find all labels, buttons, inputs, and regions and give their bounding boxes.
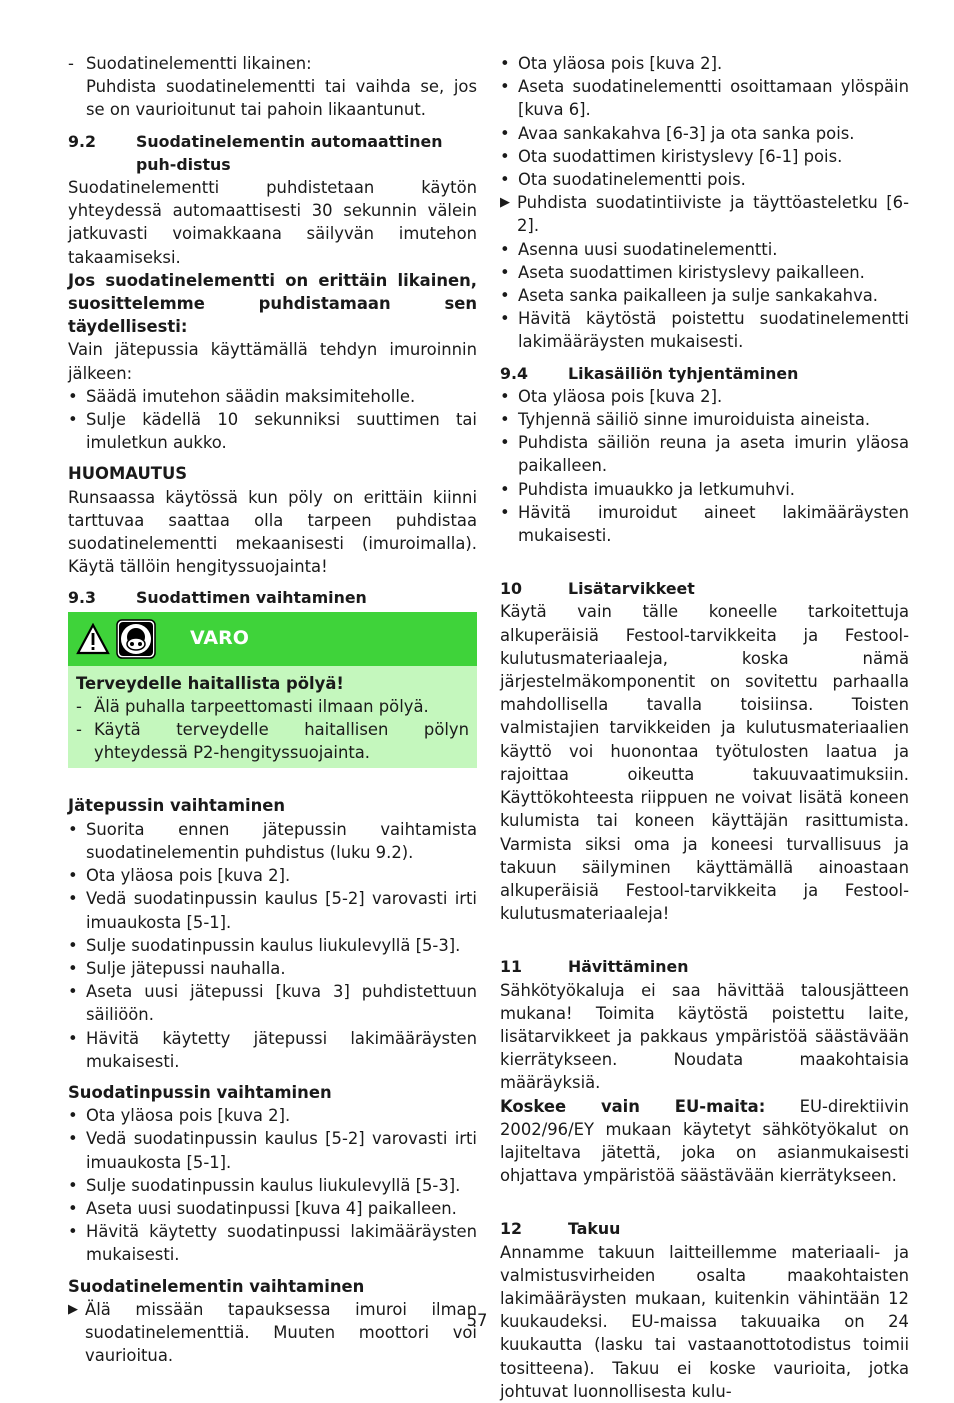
note-title: HUOMAUTUS (68, 464, 188, 484)
list-item (68, 818, 477, 864)
list-item (500, 75, 909, 121)
bullet-list (68, 1104, 477, 1266)
bullet-list (68, 385, 477, 455)
bullet-marker: • (500, 433, 510, 453)
bullet-marker: • (68, 410, 78, 430)
list-item (68, 980, 477, 1026)
bullet-marker: • (68, 866, 78, 886)
list-item-text: Säädä imutehon säädin maksimiteholle. (86, 386, 416, 406)
list-item (68, 1298, 477, 1368)
list-item (68, 52, 477, 122)
bullet-marker: • (500, 286, 510, 306)
section-number: 10 (500, 579, 522, 599)
list-item (68, 957, 477, 980)
bullet-marker: • (68, 1222, 78, 1242)
list-item (500, 238, 909, 261)
list-item-text: Asenna uusi suodatinelementti. (518, 239, 778, 259)
list-item (68, 1027, 477, 1073)
intro-label: Suodatinelementti likainen: (86, 54, 312, 73)
bullet-marker: • (500, 170, 510, 190)
subheading-bag: Jätepussin vaihtaminen (68, 796, 286, 816)
subheading-filterbag: Suodatinpussin vaihtaminen (68, 1082, 332, 1102)
list-item-text: Aseta uusi suodatinpussi [kuva 4] paikalleen. (86, 1198, 457, 1218)
list-item (500, 145, 909, 168)
bullet-marker: • (68, 1129, 78, 1149)
bullet-list (500, 385, 909, 547)
dash-marker: - (76, 720, 82, 740)
bullet-marker: • (500, 77, 510, 97)
list-item (68, 1220, 477, 1266)
list-item (68, 1174, 477, 1197)
list-item (500, 408, 909, 431)
bullet-marker: • (68, 982, 78, 1002)
warning-triangle-icon (76, 623, 110, 655)
dash-marker: - (76, 696, 82, 716)
list-item-text: Vedä suodatinpussin kaulus [5-2] varovasti irti imuaukosta [5-1]. (86, 889, 477, 932)
section-heading-9-2 (68, 130, 477, 176)
subheading-element: Suodatinelementin vaihtaminen (68, 1276, 365, 1296)
note-text: Runsaassa käytössä kun pöly on erittäin kiinni tarttuvaa saattaa olla tarpeen puhdistaa suodatinelementti mekaanisesti (imuroimalla). Käytä tällöin hengityssuojainta! (68, 487, 477, 577)
section-number: 9.4 (500, 363, 528, 383)
paragraph: Annamme takuun laitteillemme materiaali- ja valmistusvirheiden osalta maakohtaisten lakimääräysten mukaan, kuitenkin vähintään 12 kuukaudeksi. EU-maissa takuuaika on 24 kuukautta (lasku tai vastaanottotodistus toimii tositteena). Takuu ei koske vaurioita, jotka johtuvat luonnollisesta kulu- (500, 1242, 909, 1401)
list-item-text: Aseta suodattimen kiristyslevy paikalleen. (518, 262, 865, 282)
list-item-text: Aseta suodatinelementti osoittamaan ylöspäin [kuva 6]. (518, 77, 909, 120)
section-heading-11 (500, 955, 909, 978)
bullet-marker: • (500, 309, 510, 329)
list-item-text: Aseta uusi jätepussi [kuva 3] puhdistettuun säiliöön. (86, 982, 477, 1025)
section-title: Hävittäminen (568, 957, 689, 977)
arrow-list (500, 191, 909, 237)
bullet-marker: • (500, 146, 510, 166)
list-item (500, 191, 909, 237)
section-number: 11 (500, 957, 522, 977)
list-item-text: Ota yläosa pois [kuva 2]. (86, 1106, 291, 1126)
list-item-text: Avaa sankakahva [6-3] ja ota sanka pois. (518, 123, 855, 143)
list-item-text: Hävitä käytetty suodatinpussi lakimääräysten mukaisesti. (86, 1222, 477, 1265)
list-item (76, 695, 469, 718)
list-item (68, 1104, 477, 1127)
list-item (500, 284, 909, 307)
list-item-text: Hävitä käytetty jätepussi lakimääräysten mukaisesti. (86, 1028, 477, 1071)
list-item (68, 408, 477, 454)
section-number: 9.2 (68, 131, 96, 151)
bullet-list (68, 818, 477, 1073)
warning-box (68, 612, 477, 769)
section-title: Lisätarvikkeet (568, 579, 695, 599)
section-heading-10 (500, 577, 909, 600)
bullet-list (500, 52, 909, 191)
arrow-item-text: Puhdista suodatintiiviste ja täyttöasteletku [6-2]. (517, 193, 909, 236)
bold-paragraph: Jos suodatinelementti on erittäin likainen, suosittelemme puhdistamaan sen täydellisesti: (68, 270, 477, 337)
list-item (500, 501, 909, 547)
list-item (500, 52, 909, 75)
list-item (68, 1197, 477, 1220)
list-item (500, 122, 909, 145)
eu-text: EU-direktiivin 2002/96/EY mukaan käytetyt sähkötyökalut on lajiteltava jätettä, joka on asianmukaisesti ohjattava ympäristöä säästävään kierrätykseen. (500, 1096, 909, 1186)
bullet-marker: • (68, 1198, 78, 1218)
list-item-text: Ota suodatinelementti pois. (518, 170, 746, 190)
section-title: Takuu (568, 1219, 621, 1239)
page-number: 57 (466, 1311, 488, 1330)
bullet-marker: • (500, 239, 510, 259)
list-item-text: Ota yläosa pois [kuva 2]. (518, 54, 723, 73)
list-item (500, 385, 909, 408)
list-item (500, 307, 909, 353)
list-item (500, 168, 909, 191)
list-item (68, 887, 477, 933)
bullet-marker: • (500, 54, 510, 73)
list-item (76, 718, 469, 764)
section-heading-9-4 (500, 362, 909, 385)
bullet-marker: • (68, 958, 78, 978)
paragraph: Vain jätepussia käyttämällä tehdyn imuroinnin jälkeen: (68, 340, 477, 383)
arrow-right-icon: ▶ (500, 195, 510, 211)
bullet-marker: • (500, 502, 510, 522)
list-item (68, 864, 477, 887)
bullet-marker: • (500, 386, 510, 406)
list-item-text: Sulje suodatinpussin kaulus liukulevyllä [5-3]. (86, 935, 461, 955)
list-item-text: Hävitä imuroidut aineet lakimääräysten mukaisesti. (518, 502, 909, 546)
paragraph: Sähkötyökaluja ei saa hävittää talousjätteen mukana! Toimita käytöstä poistettu laite, lisätarvikkeet ja pakkaus ympäristöä säästävään kierrätykseen. Noudata maakohtaisia määräyksiä. (500, 980, 909, 1093)
warning-subtitle: Terveydelle haitallista pölyä! (76, 673, 344, 693)
list-item-text: Puhdista säiliön reuna ja aseta imurin yläosa paikalleen. (518, 433, 909, 476)
list-item (500, 431, 909, 477)
bullet-marker: • (68, 1106, 78, 1126)
bullet-marker: • (68, 1028, 78, 1048)
list-item-text: Ota suodattimen kiristyslevy [6-1] pois. (518, 146, 843, 166)
bullet-marker: • (68, 386, 78, 406)
paragraph: Suodatinelementti puhdistetaan käytön yhteydessä automaattisesti 30 sekunnin välein jatkuvasti voimakkaana säilyvän imutehon takaamiseksi. (68, 178, 477, 267)
section-title: Suodatinelementin automaattinen puh-distus (136, 131, 443, 174)
section-heading-9-3 (68, 586, 477, 609)
warning-list (76, 695, 469, 765)
section-number: 9.3 (68, 588, 96, 608)
bullet-marker: • (68, 819, 78, 839)
list-item (500, 478, 909, 501)
warning-header (68, 612, 477, 666)
bullet-list (500, 238, 909, 354)
list-item (68, 934, 477, 957)
bullet-marker: • (68, 1175, 78, 1195)
list-item-text: Suorita ennen jätepussin vaihtamista suodatinelementin puhdistus (luku 9.2). (86, 819, 477, 862)
list-item-text: Vedä suodatinpussin kaulus [5-2] varovasti irti imuaukosta [5-1]. (86, 1129, 477, 1172)
warning-body (68, 666, 477, 769)
bullet-marker: • (500, 262, 510, 282)
list-item-text: Sulje suodatinpussin kaulus liukulevyllä [5-3]. (86, 1175, 461, 1195)
list-item-text: Ota yläosa pois [kuva 2]. (86, 866, 291, 886)
arrow-item-text: Älä missään tapauksessa imuroi ilman suodatinelementtiä. Muuten moottori voi vaurioitua. (85, 1299, 477, 1366)
warning-title: VARO (190, 627, 249, 650)
section-title: Suodattimen vaihtaminen (136, 588, 367, 608)
bullet-marker: • (68, 889, 78, 909)
list-item-text: Tyhjennä säiliö sinne imuroiduista aineista. (518, 410, 871, 430)
list-item-text: Älä puhalla tarpeettomasti ilmaan pölyä. (94, 696, 429, 716)
arrow-right-icon: ▶ (68, 1301, 78, 1317)
bullet-marker: • (500, 410, 510, 430)
section-title: Likasäiliön tyhjentäminen (568, 363, 799, 383)
arrow-list (68, 1298, 477, 1368)
respirator-mask-icon (116, 619, 156, 659)
left-column (68, 52, 477, 1367)
eu-label: Koskee vain EU-maita: (500, 1096, 766, 1116)
section-heading-12 (500, 1217, 909, 1240)
section-number: 12 (500, 1219, 522, 1239)
list-item (500, 261, 909, 284)
list-item-text: Sulje jätepussi nauhalla. (86, 958, 286, 978)
list-item (68, 385, 477, 408)
list-item-text: Puhdista imuaukko ja letkumuhvi. (518, 479, 795, 499)
list-item-text: Ota yläosa pois [kuva 2]. (518, 386, 723, 406)
dash-marker: - (68, 54, 74, 73)
list-item (68, 1127, 477, 1173)
list-item-text: Hävitä käytöstä poistettu suodatinelementti lakimääräysten mukaisesti. (518, 309, 909, 352)
paragraph: Käytä vain tälle koneelle tarkoitettuja alkuperäisiä Festool-tarvikkeita ja Festool-kulutusmateriaaleja, koska nämä järjestelmäkomponentit on sovitettu parhaalla mahdollisella tavalla toisiinsa. Toisten valmistajien tarvikkeiden ja kulutusmateriaalien käyttö voi huonontaa työtulosten laatua ja rajoittaa oikeutta takuuvaatimuksiin. Käyttökohteesta riippuen ne voivat lisätä koneen kulumista tai koneen käyttäjän rasittumista. Varmista siksi oma ja koneesi turvallisuus ja takuun säilyminen käyttämällä ainoastaan alkuperäisiä Festool-tarvikkeita ja Festool-kulutusmateriaaleja! (500, 602, 909, 924)
intro-text: Puhdista suodatinelementti tai vaihda se, jos se on vaurioitunut tai pahoin likaantunut. (86, 77, 477, 120)
bullet-marker: • (500, 123, 510, 143)
right-column (500, 52, 909, 1403)
list-item-text: Aseta sanka paikalleen ja sulje sankakahva. (518, 286, 879, 306)
list-item-text: Sulje kädellä 10 sekunniksi suuttimen tai imuletkun aukko. (86, 410, 477, 453)
bullet-marker: • (500, 479, 510, 499)
eu-paragraph (500, 1095, 909, 1188)
bullet-marker: • (68, 935, 78, 955)
intro-list (68, 52, 477, 122)
list-item-text: Käytä terveydelle haitallisen pölyn yhteydessä P2-hengityssuojainta. (94, 720, 469, 763)
